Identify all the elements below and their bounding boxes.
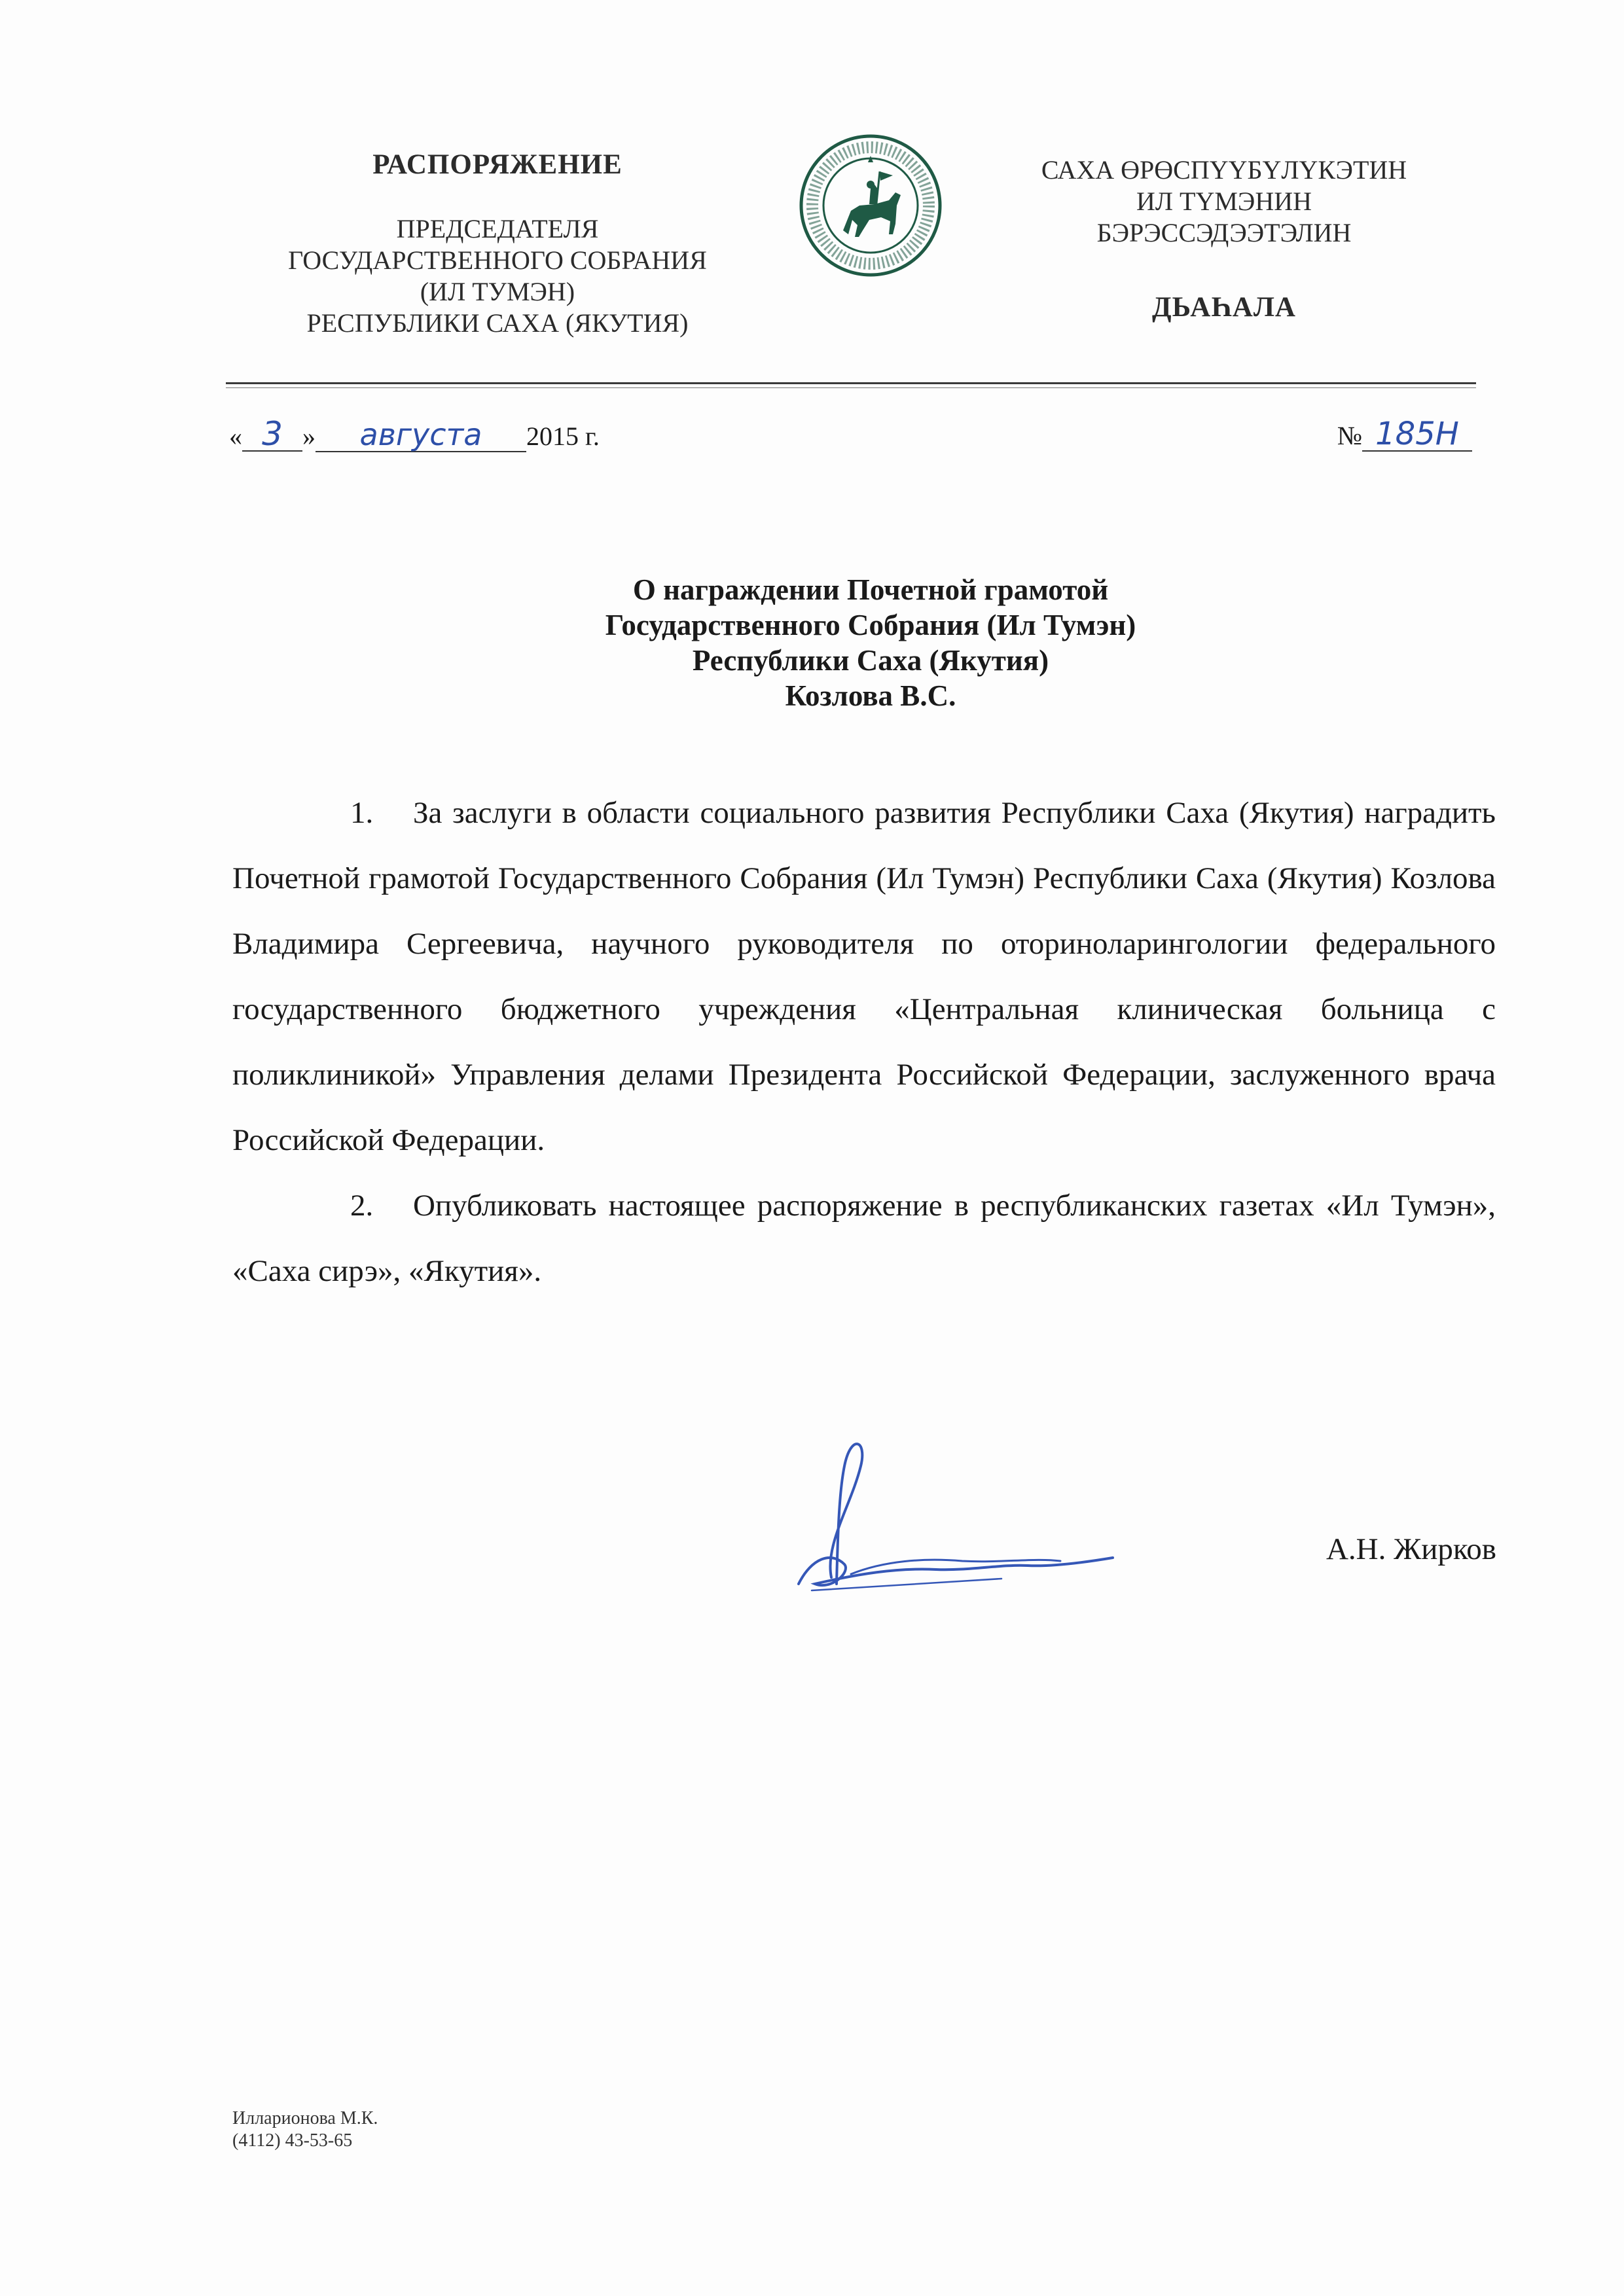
item-text: Опубликовать настоящее распоряжение в республиканских газетах «Ил Тумэн», «Саха сирэ», «Якутия».	[232, 1189, 1496, 1288]
body-item	[232, 780, 1496, 1173]
header-left-block	[223, 149, 772, 339]
header-left-kind: РАСПОРЯЖЕНИЕ	[372, 149, 623, 180]
open-quote: «	[229, 422, 242, 451]
item-number: 2.	[350, 1189, 374, 1223]
header-right-line: ИЛ ТҮМЭНИН	[1136, 187, 1312, 216]
item-number: 1.	[350, 796, 374, 830]
header-left-line: ГОСУДАРСТВЕННОГО СОБРАНИЯ	[288, 245, 707, 275]
header-right-kind: ДЬАҺАЛА	[1152, 292, 1296, 323]
handwritten-month: августа	[316, 418, 526, 452]
handwritten-signature	[753, 1427, 1119, 1604]
item-text: За заслуги в области социального развития Республики Саха (Якутия) наградить Почетной грамотой Государственного Собрания (Ил Тумэн) Республики Саха (Якутия) Козлова Владимира Сергеевича, научного руководителя по оториноларингологии федерального государственного бюджетного учреждения «Центральная клиническая больница с поликлиникой» Управления делами Президента Российской Федерации, заслуженного врача Российской Федерации.	[232, 796, 1496, 1157]
header-divider	[226, 382, 1476, 384]
executor-name: Илларионова М.К.	[232, 2108, 378, 2128]
header-left-line: ПРЕДСЕДАТЕЛЯ	[396, 214, 599, 243]
header-left-line: РЕСПУБЛИКИ САХА (ЯКУТИЯ)	[306, 308, 689, 338]
body-item	[232, 1173, 1496, 1304]
title-line: О награждении Почетной грамотой	[632, 573, 1109, 606]
header-left-line: (ИЛ ТУМЭН)	[420, 277, 575, 306]
title-line: Государственного Собрания (Ил Тумэн)	[605, 609, 1136, 641]
close-quote: »	[302, 422, 316, 451]
header-divider-thin	[226, 387, 1476, 388]
date-year: 2015 г.	[526, 422, 600, 451]
number-prefix: №	[1337, 421, 1362, 450]
header-right-line: БЭРЭССЭДЭЭТЭЛИН	[1096, 218, 1352, 247]
document-body	[232, 780, 1496, 1304]
title-line: Республики Саха (Якутия)	[692, 644, 1049, 677]
document-number	[1337, 418, 1472, 452]
executor-footer	[232, 2108, 378, 2152]
handwritten-day: 3	[242, 418, 302, 452]
document-title	[223, 572, 1519, 713]
document-date	[229, 415, 600, 453]
handwritten-number: 185Н	[1362, 418, 1472, 452]
emblem-seal-icon	[797, 132, 944, 279]
title-line: Козлова В.С.	[785, 679, 956, 712]
signer-name: А.Н. Жирков	[1326, 1532, 1496, 1566]
date-number-line	[229, 415, 1476, 463]
executor-phone: (4112) 43-53-65	[232, 2130, 353, 2151]
header-right-block	[982, 154, 1466, 323]
header-right-line: САХА ӨРӨСПҮҮБҮЛҮКЭТИН	[1041, 155, 1407, 185]
